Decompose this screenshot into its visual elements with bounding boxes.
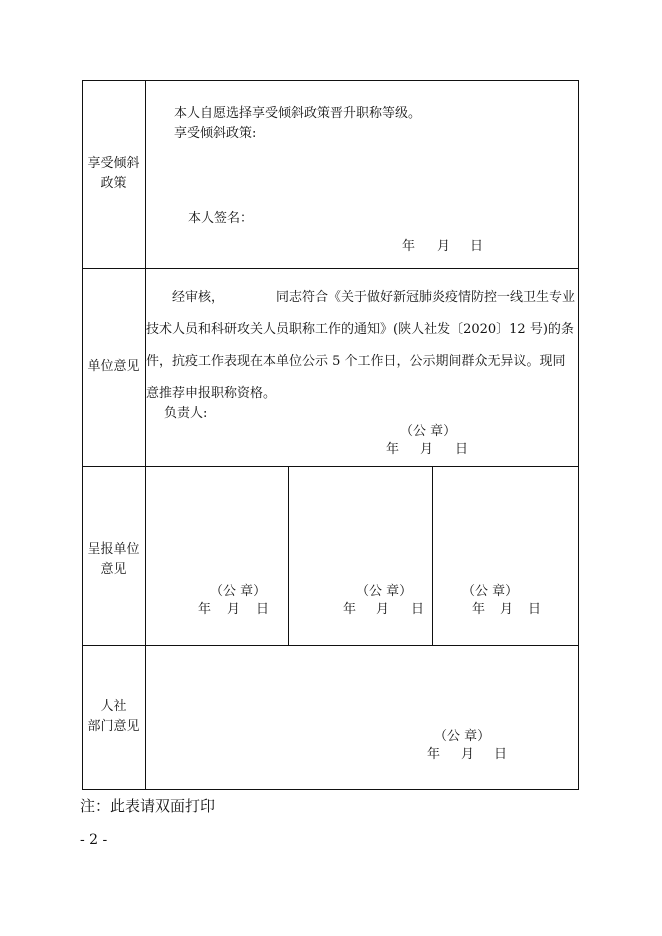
row3-cell1-seal: （公 章） — [210, 584, 267, 599]
row-divider-3 — [82, 645, 579, 646]
row3-label-line2: 意见 — [100, 562, 127, 577]
row2-responsible-label: 负责人: — [164, 406, 208, 421]
row4-label-line1: 人社 — [100, 699, 127, 714]
row2-date-day: 日 — [455, 442, 469, 457]
row1-signature-label: 本人签名： — [188, 211, 254, 226]
row1-label-line1: 享受倾斜 — [87, 156, 140, 171]
row2-date-month: 月 — [420, 442, 434, 457]
row2-seal: （公 章） — [400, 424, 457, 439]
row1-label-line2: 政策 — [100, 176, 127, 191]
page-number: - 2 - — [80, 832, 108, 848]
row4-label — [82, 697, 145, 737]
row3-cell1-year: 年 — [198, 602, 212, 617]
row1-date-month: 月 — [437, 239, 451, 254]
row3-cell1-day: 日 — [256, 602, 270, 617]
cell-divider-1 — [288, 466, 289, 645]
form-table — [82, 80, 579, 790]
row4-date-year: 年 — [427, 747, 441, 762]
row2-date-year: 年 — [386, 442, 400, 457]
row3-cell2-year: 年 — [343, 602, 357, 617]
row3-cell2-month: 月 — [376, 602, 390, 617]
row4-date-month: 月 — [461, 747, 475, 762]
row4-label-line2: 部门意见 — [87, 719, 140, 734]
row-divider-1 — [82, 268, 579, 269]
row4-seal: （公 章） — [434, 729, 491, 744]
row3-cell3-seal: （公 章） — [462, 584, 519, 599]
row3-cell3-day: 日 — [528, 602, 542, 617]
row3-label — [82, 540, 145, 580]
row1-statement: 本人自愿选择享受倾斜政策晋升职称等级。 — [174, 106, 422, 121]
cell-divider-2 — [432, 466, 433, 645]
row3-cell3-year: 年 — [472, 602, 486, 617]
row-divider-2 — [82, 466, 579, 467]
row2-text-rest: 同志符合《关于做好新冠肺炎疫情防控一线卫生专业技术人员和科研攻关人员职称工作的通知》(陕人社发〔2020〕12 号)的条件，抗疫工作表现在本单位公示 5 个工作日，公示期间群众无异议。现同意推荐申报职称资格。 — [146, 290, 576, 401]
row2-text-lead: 经审核， — [172, 290, 225, 305]
row1-policy-label: 享受倾斜政策: — [174, 126, 257, 141]
row4-date-day: 日 — [494, 747, 508, 762]
row3-cell3-month: 月 — [500, 602, 514, 617]
print-note: 注：此表请双面打印 — [80, 797, 216, 815]
row3-cell2-seal: （公 章） — [356, 584, 413, 599]
row3-cell1-month: 月 — [227, 602, 241, 617]
row1-date-day: 日 — [470, 239, 484, 254]
row2-label: 单位意见 — [87, 359, 140, 374]
row1-label — [82, 154, 145, 194]
row1-date-year: 年 — [402, 239, 416, 254]
row3-cell2-day: 日 — [411, 602, 425, 617]
row2-opinion-text — [146, 282, 578, 410]
label-column-divider — [145, 80, 146, 790]
row3-label-line1: 呈报单位 — [87, 542, 140, 557]
